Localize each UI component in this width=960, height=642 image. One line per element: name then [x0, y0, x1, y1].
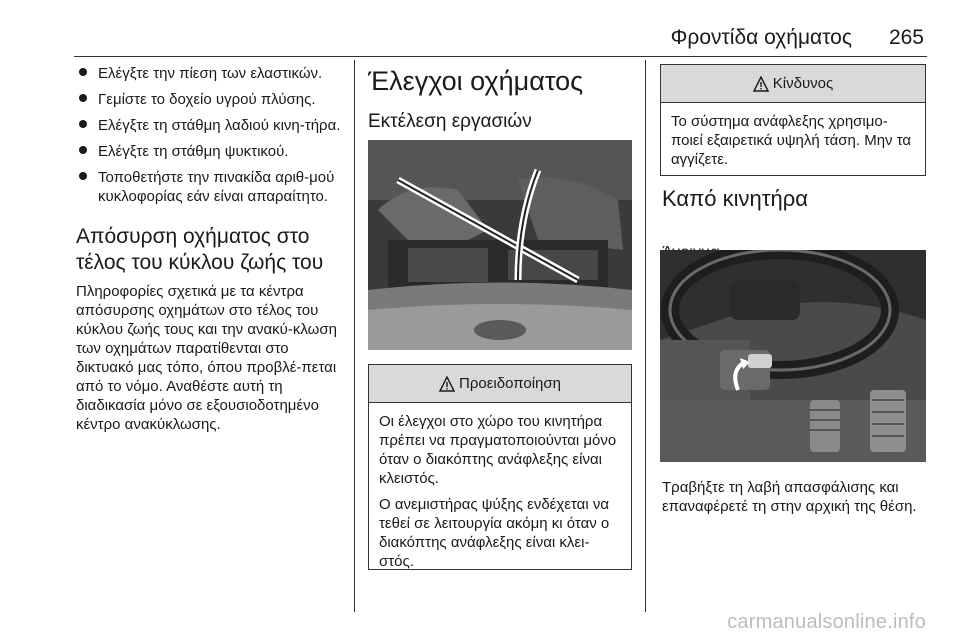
footwell-drawing [660, 250, 926, 462]
checklist-item: Τοποθετήστε την πινακίδα αριθ-μού κυκλοφορίας εάν είναι απαραίτητο. [76, 168, 348, 206]
column-1 [76, 64, 348, 434]
bonnet-release-illustration [660, 250, 926, 462]
page-header-title: Φροντίδα οχήματος [670, 26, 852, 49]
bullet-icon [79, 172, 87, 180]
checklist-item: Ελέγξτε τη στάθμη λαδιού κινη-τήρα. [76, 116, 348, 135]
engine-bay-illustration [368, 140, 632, 350]
column-2 [368, 64, 632, 134]
danger-title: Κίνδυνος [772, 75, 834, 92]
page-number: 265 [888, 26, 924, 49]
warning-title: Προειδοποίηση [459, 375, 561, 392]
warning-body [369, 403, 631, 571]
watermark: carmanualsonline.info [727, 611, 926, 633]
warning-box [368, 364, 632, 570]
danger-text: Το σύστημα ανάφλεξης χρησιμο-ποιεί εξαιρετικά υψηλή τάση. Μην τα αγγίζετε. [671, 113, 912, 168]
section-heading-disposal: Απόσυρση οχήματος στο τέλος του κύκλου ζωής του [76, 225, 324, 274]
column-divider-2 [645, 60, 646, 612]
bonnet-release-caption: Τραβήξτε τη λαβή απασφάλισης και επαναφέρετέ τη στην αρχική της θέση. [662, 479, 917, 515]
checklist [76, 64, 348, 206]
checklist-item: Ελέγξτε την πίεση των ελαστικών. [76, 64, 348, 83]
column-divider-1 [354, 60, 355, 612]
engine-bay-drawing [368, 140, 632, 350]
warning-paragraph: Ο ανεμιστήρας ψύξης ενδέχεται να τεθεί σε λειτουργία ακόμη κι όταν ο διακόπτης ανάφλεξης είναι κλει-στός. [379, 496, 610, 570]
bullet-icon [79, 146, 87, 154]
disposal-text: Πληροφορίες σχετικά με τα κέντρα απόσυρσης οχημάτων στο τέλος του κύκλου ζωής τους και την ανακύ-κλωση των οχημάτων παρατίθενται στο δικτυακό μας τόπο, όπου προβλέ-πεται από το νόμο. Αναθέστε αυτή τη διαδικασία μόνο σε εξουσιοδοτημένο κέντρο ανακύκλωσης. [76, 283, 337, 433]
danger-body [661, 103, 925, 169]
bullet-icon [79, 120, 87, 128]
warning-paragraph: Οι έλεγχοι στο χώρο του κινητήρα πρέπει να πραγματοποιούνται μόνο όταν ο διακόπτης ανάφλεξης είναι κλειστός. [379, 413, 617, 487]
danger-header [661, 65, 925, 103]
warning-triangle-icon [439, 376, 455, 392]
warning-header [369, 365, 631, 403]
checklist-item: Γεμίστε το δοχείο υγρού πλύσης. [76, 90, 348, 109]
section-subtitle-performing-work: Εκτέλεση εργασιών [368, 111, 532, 132]
bullet-icon [79, 68, 87, 76]
bullet-icon [79, 94, 87, 102]
danger-triangle-icon [753, 76, 769, 92]
danger-box [660, 64, 926, 176]
section-heading-bonnet: Καπό κινητήρα [662, 186, 808, 211]
header-rule [74, 56, 927, 57]
checklist-item: Ελέγξτε τη στάθμη ψυκτικού. [76, 142, 348, 161]
section-title-vehicle-checks: Έλεγχοι οχήματος [368, 66, 584, 96]
